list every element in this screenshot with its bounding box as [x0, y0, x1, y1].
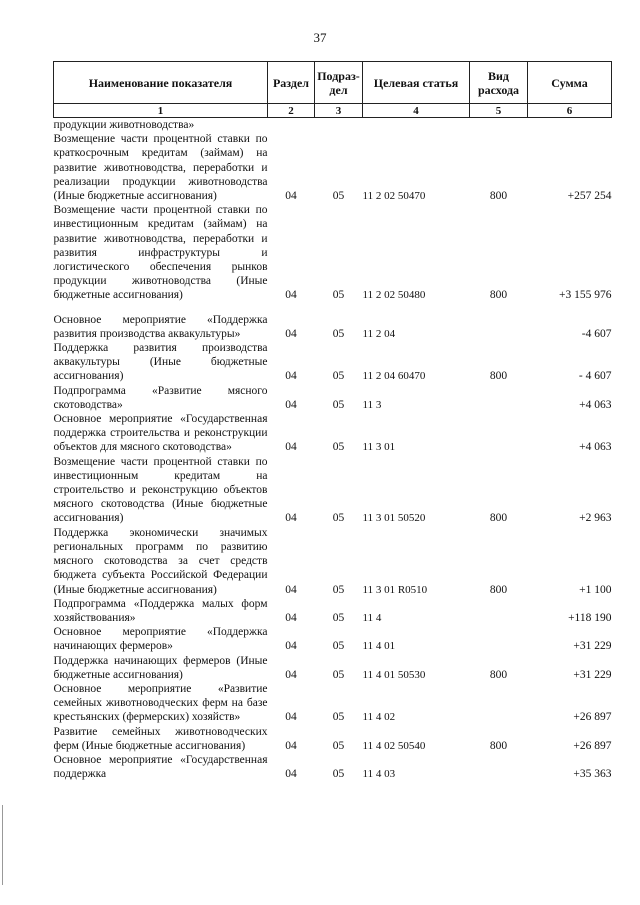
row-expense-type [470, 625, 528, 653]
table-row [54, 412, 612, 455]
row-section: 04 [285, 711, 297, 724]
table-row [54, 725, 612, 753]
row-target: 11 3 01 50520 [362, 512, 426, 525]
row-section: 04 [285, 512, 297, 525]
row-section: 04 [285, 611, 297, 624]
table-row [54, 455, 612, 526]
row-expense-type: 800 [489, 370, 508, 383]
row-section: 04 [285, 668, 297, 681]
table-row [54, 597, 612, 625]
row-amount: +31 229 [573, 668, 612, 681]
row-amount: +118 190 [568, 611, 612, 624]
row-expense-type [470, 118, 528, 133]
row-name: Возмещение части процентной ставки по краткосрочным кредитам (займам) на развитие животноводства, переработки и реализации продукции животноводства (Иные бюджетные ассигнования) [53, 133, 268, 203]
row-subsection: 05 [332, 668, 345, 681]
row-section: 04 [285, 768, 297, 781]
row-expense-type: 800 [489, 190, 508, 203]
row-subsection [315, 118, 363, 133]
row-target: 11 3 01 R0510 [362, 583, 428, 596]
row-name: Подпрограмма «Поддержка малых форм хозяйствования» [53, 597, 268, 624]
row-spacer [54, 303, 612, 313]
row-section: 04 [285, 289, 297, 302]
row-target: 11 4 01 50530 [362, 668, 426, 681]
header-section: Раздел [268, 62, 315, 104]
row-name: Основное мероприятие «Развитие семейных животноводческих ферм на базе крестьянских (фермерских) хозяйств» [53, 682, 268, 724]
row-subsection: 05 [332, 768, 345, 781]
row-name: Поддержка начинающих фермеров (Иные бюджетные ассигнования) [53, 654, 268, 681]
row-target: 11 4 [362, 611, 382, 624]
column-number: 5 [470, 104, 528, 118]
row-name: Возмещение части процентной ставки по инвестиционным кредитам на строительство и реконструкцию объектов мясного скотоводства (Иные бюджетные ассигнования) [53, 455, 268, 525]
row-target: 11 4 03 [362, 768, 396, 781]
table-row [54, 341, 612, 384]
row-target: 11 3 01 [362, 441, 396, 454]
table-row [54, 654, 612, 682]
row-subsection: 05 [332, 711, 345, 724]
row-expense-type: 800 [489, 512, 508, 525]
row-section [268, 118, 315, 133]
row-section: 04 [285, 739, 297, 752]
row-amount: +4 063 [579, 441, 612, 454]
header-name: Наименование показателя [54, 62, 268, 104]
page-number: 37 [313, 30, 327, 45]
row-expense-type [470, 384, 528, 412]
table-row [54, 384, 612, 412]
row-section: 04 [285, 327, 297, 340]
row-name: Поддержка развития производства аквакультуры (Иные бюджетные ассигнования) [53, 342, 268, 383]
row-amount: +26 897 [573, 739, 612, 752]
table-row [54, 313, 612, 341]
table-row [54, 132, 612, 203]
row-name: Основное мероприятие «Поддержка начинающих фермеров» [53, 626, 268, 653]
row-subsection: 05 [332, 370, 345, 383]
row-subsection: 05 [332, 611, 345, 624]
table-row [54, 118, 612, 133]
row-target: 11 3 [362, 398, 382, 411]
row-expense-type [470, 682, 528, 725]
table-row [54, 203, 612, 302]
row-target: 11 4 02 50540 [362, 739, 426, 752]
row-name: Основное мероприятие «Поддержка развития производства аквакультуры» [53, 313, 268, 340]
column-number: 1 [54, 104, 268, 118]
margin-line [2, 805, 3, 885]
row-subsection: 05 [332, 441, 345, 454]
table-row [54, 753, 612, 781]
row-amount: +31 229 [573, 640, 612, 653]
row-section: 04 [285, 370, 297, 383]
row-subsection: 05 [332, 583, 345, 596]
row-section: 04 [285, 640, 297, 653]
row-target: 11 2 04 [362, 327, 396, 340]
row-target: 11 2 04 60470 [362, 370, 426, 383]
table-row [54, 682, 612, 725]
row-section: 04 [285, 398, 297, 411]
row-expense-type: 800 [489, 583, 508, 596]
row-amount: +4 063 [579, 398, 612, 411]
row-target: 11 4 02 [362, 711, 396, 724]
row-amount: +3 155 976 [559, 289, 612, 302]
row-amount: +1 100 [579, 583, 612, 596]
row-target: 11 4 01 [362, 640, 396, 653]
budget-table [53, 61, 612, 781]
row-target: 11 2 02 50470 [362, 190, 426, 203]
header-row [54, 62, 612, 104]
header-expense-type: Вид расхода [470, 62, 528, 104]
row-section: 04 [285, 190, 297, 203]
row-subsection: 05 [332, 327, 345, 340]
row-amount: +26 897 [573, 711, 612, 724]
row-subsection: 05 [332, 640, 345, 653]
row-section: 04 [285, 583, 297, 596]
row-amount: -4 607 [581, 327, 612, 340]
row-amount: +2 963 [579, 512, 612, 525]
column-number: 2 [268, 104, 315, 118]
row-name: Развитие семейных животноводческих ферм (Иные бюджетные ассигнования) [53, 725, 268, 752]
row-subsection: 05 [332, 739, 345, 752]
row-name: Возмещение части процентной ставки по инвестиционным кредитам (займам) на развитие животноводства, переработки и развития инфраструктуры и логистического обеспечения рынков продукции животноводства (Иные бюджетные ассигнования) [53, 204, 268, 302]
row-amount: +257 254 [567, 190, 612, 203]
row-expense-type: 800 [489, 289, 508, 302]
row-subsection: 05 [332, 289, 345, 302]
header-amount: Сумма [528, 62, 612, 104]
column-number: 4 [363, 104, 470, 118]
column-number: 6 [528, 104, 612, 118]
column-number-row [54, 104, 612, 118]
row-name: Основное мероприятие «Государственная поддержка [53, 753, 268, 781]
row-target: 11 2 02 50480 [362, 289, 426, 302]
row-subsection: 05 [332, 398, 345, 411]
row-expense-type [470, 753, 528, 781]
row-name: Поддержка экономически значимых региональных программ по развитию мясного скотоводства за счет средств бюджета субъекта Российской Федерации (Иные бюджетные ассигнования) [53, 526, 268, 596]
row-amount: - 4 607 [578, 370, 612, 383]
row-amount: +35 363 [573, 768, 612, 781]
row-name: продукции животноводства» [53, 119, 195, 131]
header-target: Целевая статья [363, 62, 470, 104]
row-name: Подпрограмма «Развитие мясного скотоводства» [53, 384, 268, 411]
row-section: 04 [285, 441, 297, 454]
column-number: 3 [315, 104, 363, 118]
header-subsection: Подраз-дел [315, 62, 363, 104]
row-subsection: 05 [332, 190, 345, 203]
table-row [54, 526, 612, 597]
row-subsection: 05 [332, 512, 345, 525]
table-row [54, 625, 612, 653]
row-expense-type [470, 313, 528, 341]
row-target [363, 118, 470, 133]
row-expense-type [470, 412, 528, 455]
row-expense-type: 800 [489, 739, 508, 752]
row-expense-type: 800 [489, 668, 508, 681]
row-name: Основное мероприятие «Государственная поддержка строительства и реконструкции объектов для мясного скотоводства» [53, 413, 268, 454]
row-amount [528, 118, 612, 133]
row-expense-type [470, 597, 528, 625]
